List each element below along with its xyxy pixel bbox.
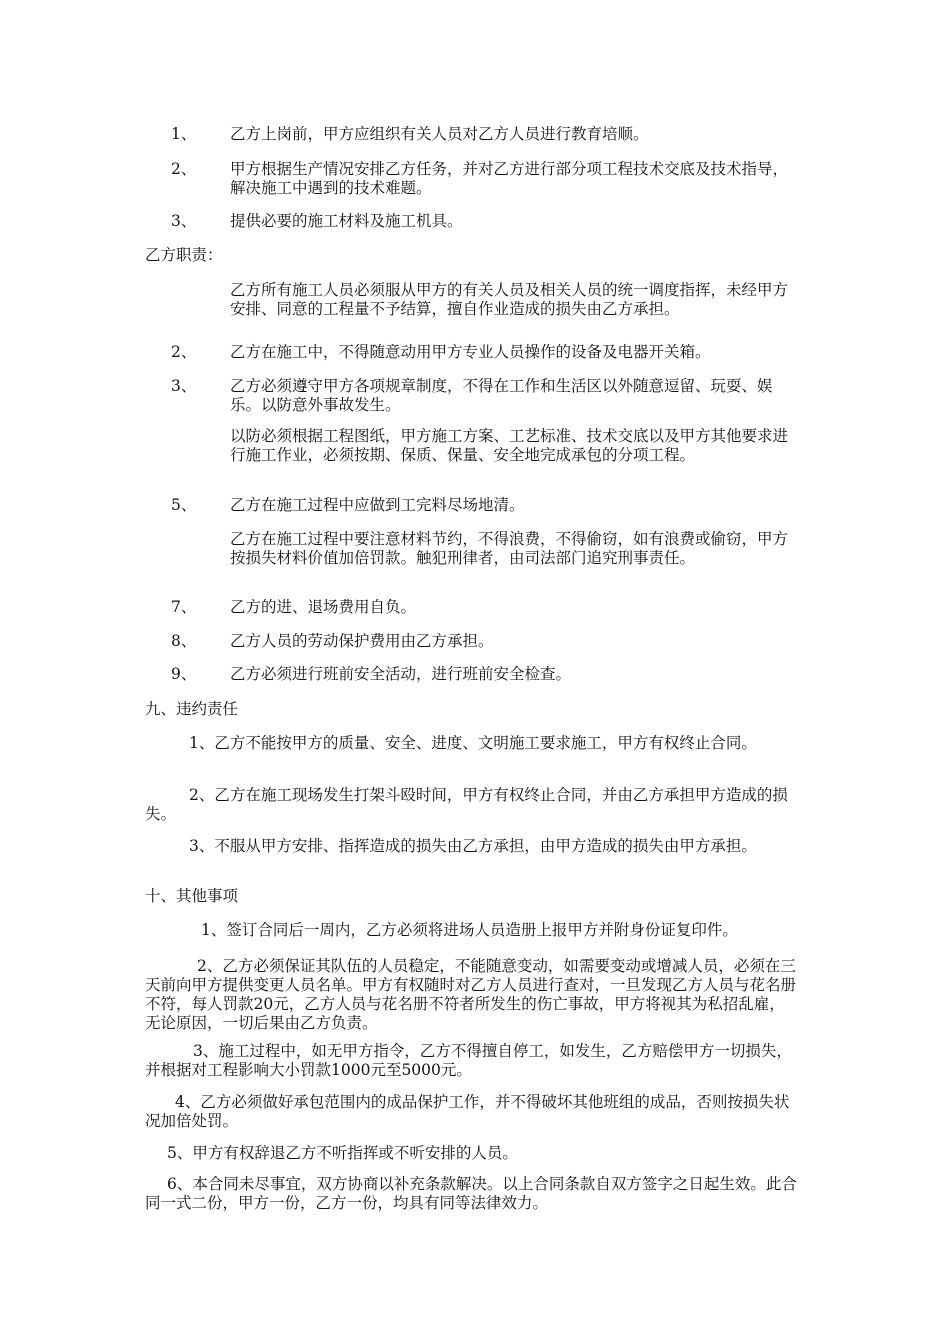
item-number: 8、 (171, 632, 197, 650)
paragraph: 1、签订合同后一周内，乙方必须将进场人员造册上报甲方并附身份证复印件。 (201, 921, 738, 939)
item-text: 提供必要的施工材料及施工机具。 (230, 212, 463, 230)
paragraph: 2、乙方必须保证其队伍的人员稳定，不能随意变动，如需要变动或增减人员，必须在三天前向甲方提供变更人员名单。甲方有权随时对乙方人员进行查对，一旦发现乙方人员与花名册不符，每人罚款20元，乙方人员与花名册不符者所发生的伤亡事故，甲方将视其为私招乱雇，无论原因，一切后果由乙方负责。 (145, 957, 797, 1032)
section-heading: 十、其他事项 (145, 887, 239, 905)
item-text: 以防必须根据工程图纸，甲方施工方案、工艺标准、技术交底以及甲方其他要求进行施工作业，必须按期、保质、保量、安全地完成承包的分项工程。 (230, 427, 789, 464)
item-text: 乙方必须遵守甲方各项规章制度，不得在工作和生活区以外随意逗留、玩耍、娱乐。以防意外事故发生。 (230, 377, 773, 414)
paragraph: 6、本合同未尽事宜，双方协商以补充条款解决。以上合同条款自双方签字之日起生效。此合同一式二份，甲方一份，乙方一份，均具有同等法律效力。 (145, 1175, 797, 1212)
item-number: 9、 (171, 665, 197, 683)
paragraph: 2、乙方在施工现场发生打架斗殴时间，甲方有权终止合同，并由乙方承担甲方造成的损失。 (145, 786, 788, 823)
item-text: 甲方根据生产情况安排乙方任务，并对乙方进行部分项工程技术交底及技术指导，解决施工中遇到的技术难题。 (230, 160, 789, 197)
item-number: 1、 (171, 125, 197, 143)
item-text: 乙方在施工中，不得随意动用甲方专业人员操作的设备及电器开关箱。 (230, 343, 711, 361)
item-text: 乙方人员的劳动保护费用由乙方承担。 (230, 632, 494, 650)
item-text: 乙方在施工过程中应做到工完料尽场地清。 (230, 496, 525, 514)
section-heading: 乙方职责： (145, 246, 223, 264)
section-heading: 九、违约责任 (145, 700, 239, 718)
item-number: 3、 (171, 212, 197, 230)
item-text: 乙方必须进行班前安全活动，进行班前安全检查。 (230, 665, 572, 683)
item-number: 5、 (171, 496, 197, 514)
paragraph: 5、甲方有权辞退乙方不听指挥或不听安排的人员。 (167, 1144, 518, 1162)
item-number: 7、 (171, 598, 197, 616)
item-text: 乙方上岗前，甲方应组织有关人员对乙方人员进行教育培顺。 (230, 125, 649, 143)
paragraph: 4、乙方必须做好承包范围内的成品保护工作，并不得破坏其他班组的成品，否则按损失状况加倍处罚。 (145, 1093, 790, 1130)
paragraph: 3、施工过程中，如无甲方指令，乙方不得擅自停工，如发生，乙方赔偿甲方一切损失，并根据对工程影响大小罚款1000元至5000元。 (145, 1042, 792, 1079)
item-text: 乙方在施工过程中要注意材料节约，不得浪费，不得偷窃，如有浪费或偷窃，甲方按损失材料价值加倍罚款。触犯刑律者，由司法部门追究刑事责任。 (230, 530, 789, 567)
item-number: 2、 (171, 343, 197, 361)
paragraph: 3、不服从甲方安排、指挥造成的损失由乙方承担，由甲方造成的损失由甲方承担。 (189, 837, 757, 855)
paragraph: 1、乙方不能按甲方的质量、安全、进度、文明施工要求施工，甲方有权终止合同。 (189, 734, 757, 752)
item-text: 乙方所有施工人员必须服从甲方的有关人员及相关人员的统一调度指挥，未经甲方安排、同意的工程量不予结算，擅自作业造成的损失由乙方承担。 (230, 281, 789, 318)
item-number: 2、 (171, 160, 197, 178)
item-text: 乙方的进、退场费用自负。 (230, 598, 417, 616)
item-number: 3、 (171, 377, 197, 395)
